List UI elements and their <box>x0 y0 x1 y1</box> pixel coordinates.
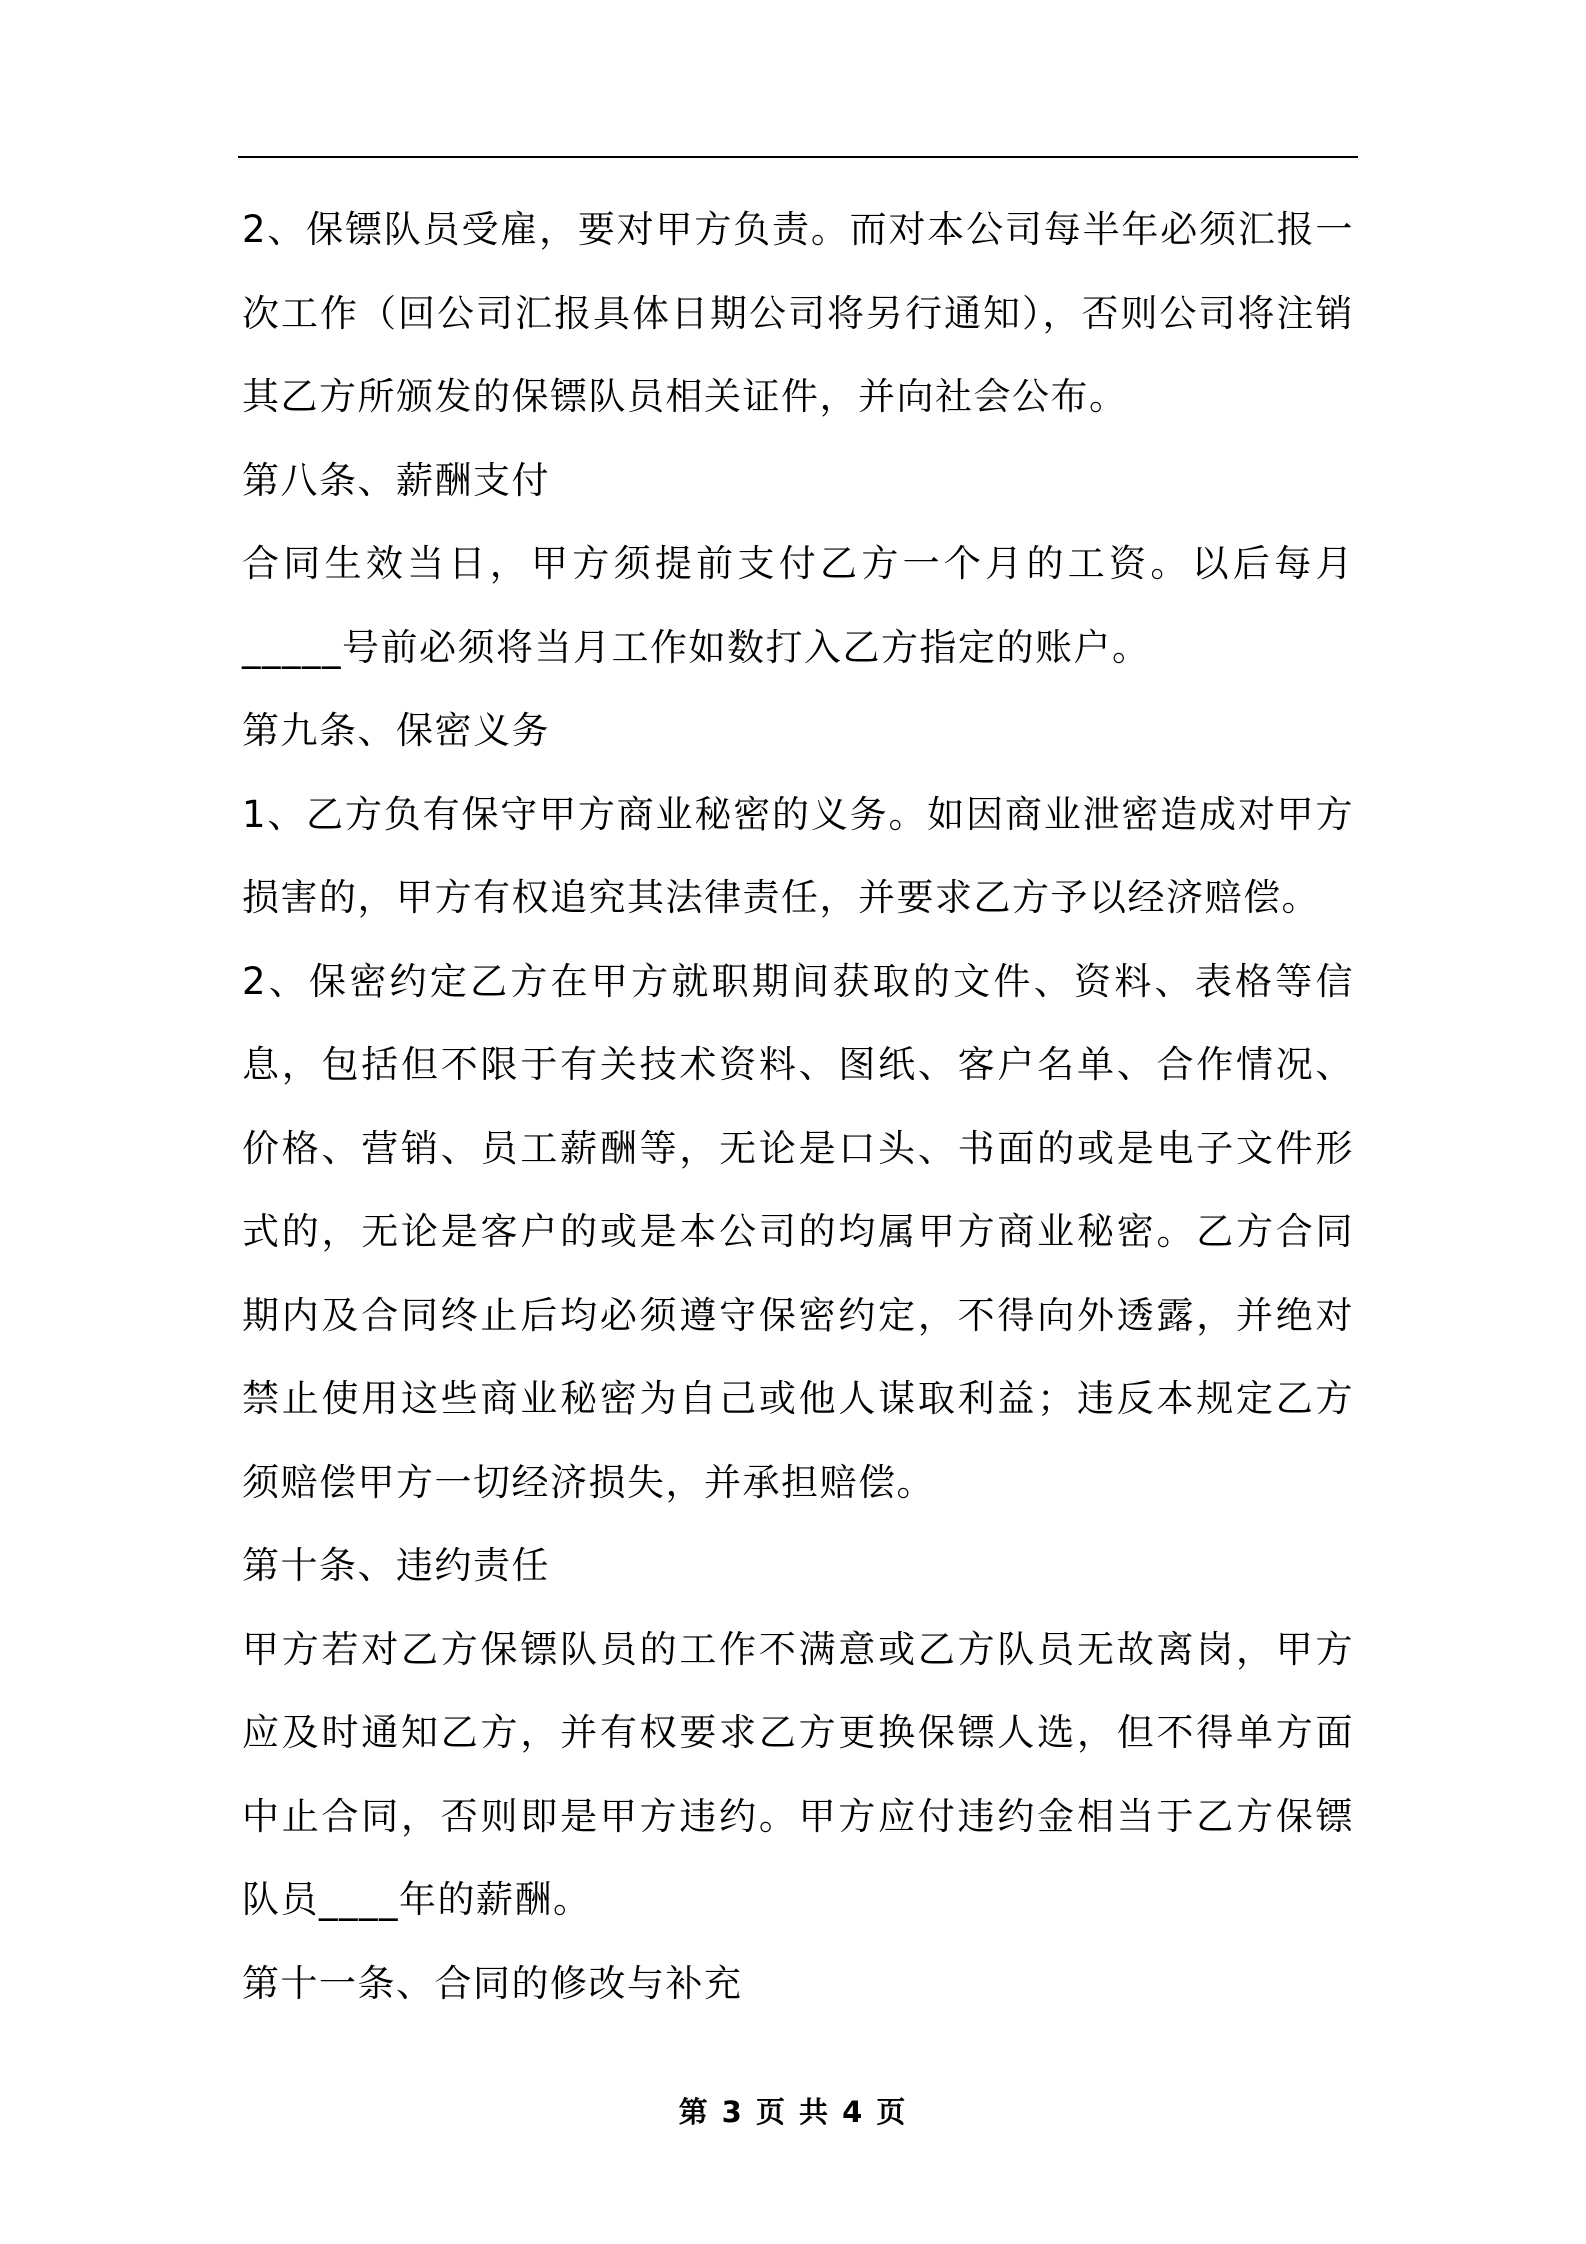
heading-article-9: 第九条、保密义务 <box>242 709 550 752</box>
header-rule <box>238 156 1358 158</box>
paragraph-clause-7-item-2: 2、保镖队员受雇，要对甲方负责。而对本公司每半年必须汇报一次工作（回公司汇报具体日期公司将另行通知），否则公司将注销其乙方所颁发的保镖队员相关证件，并向社会公布。 <box>242 208 1354 418</box>
paragraph-salary-payment: 合同生效当日，甲方须提前支付乙方一个月的工资。以后每月_____号前必须将当月工作如数打入乙方指定的账户。 <box>242 542 1354 669</box>
paragraph-confidentiality-item-2: 2、保密约定乙方在甲方就职期间获取的文件、资料、表格等信息，包括但不限于有关技术资料、图纸、客户名单、合作情况、价格、营销、员工薪酬等，无论是口头、书面的或是电子文件形式的，无论是客户的或是本公司的均属甲方商业秘密。乙方合同期内及合同终止后均必须遵守保密约定，不得向外透露，并绝对禁止使用这些商业秘密为自己或他人谋取利益；违反本规定乙方须赔偿甲方一切经济损失，并承担赔偿。 <box>242 959 1354 1504</box>
heading-article-11: 第十一条、合同的修改与补充 <box>242 1961 743 2005</box>
heading-article-10: 第十条、违约责任 <box>242 1544 550 1587</box>
document-body <box>242 188 1354 2025</box>
paragraph-breach-liability: 甲方若对乙方保镖队员的工作不满意或乙方队员无故离岗，甲方应及时通知乙方，并有权要求乙方更换保镖人选，但不得单方面中止合同，否则即是甲方违约。甲方应付违约金相当于乙方保镖队员____年的薪酬。 <box>242 1627 1354 1921</box>
paragraph-confidentiality-item-1: 1、乙方负有保守甲方商业秘密的义务。如因商业泄密造成对甲方损害的，甲方有权追究其法律责任，并要求乙方予以经济赔偿。 <box>242 792 1354 919</box>
page-number: 第 3 页 共 4 页 <box>678 2095 908 2129</box>
heading-article-8: 第八条、薪酬支付 <box>242 458 550 502</box>
